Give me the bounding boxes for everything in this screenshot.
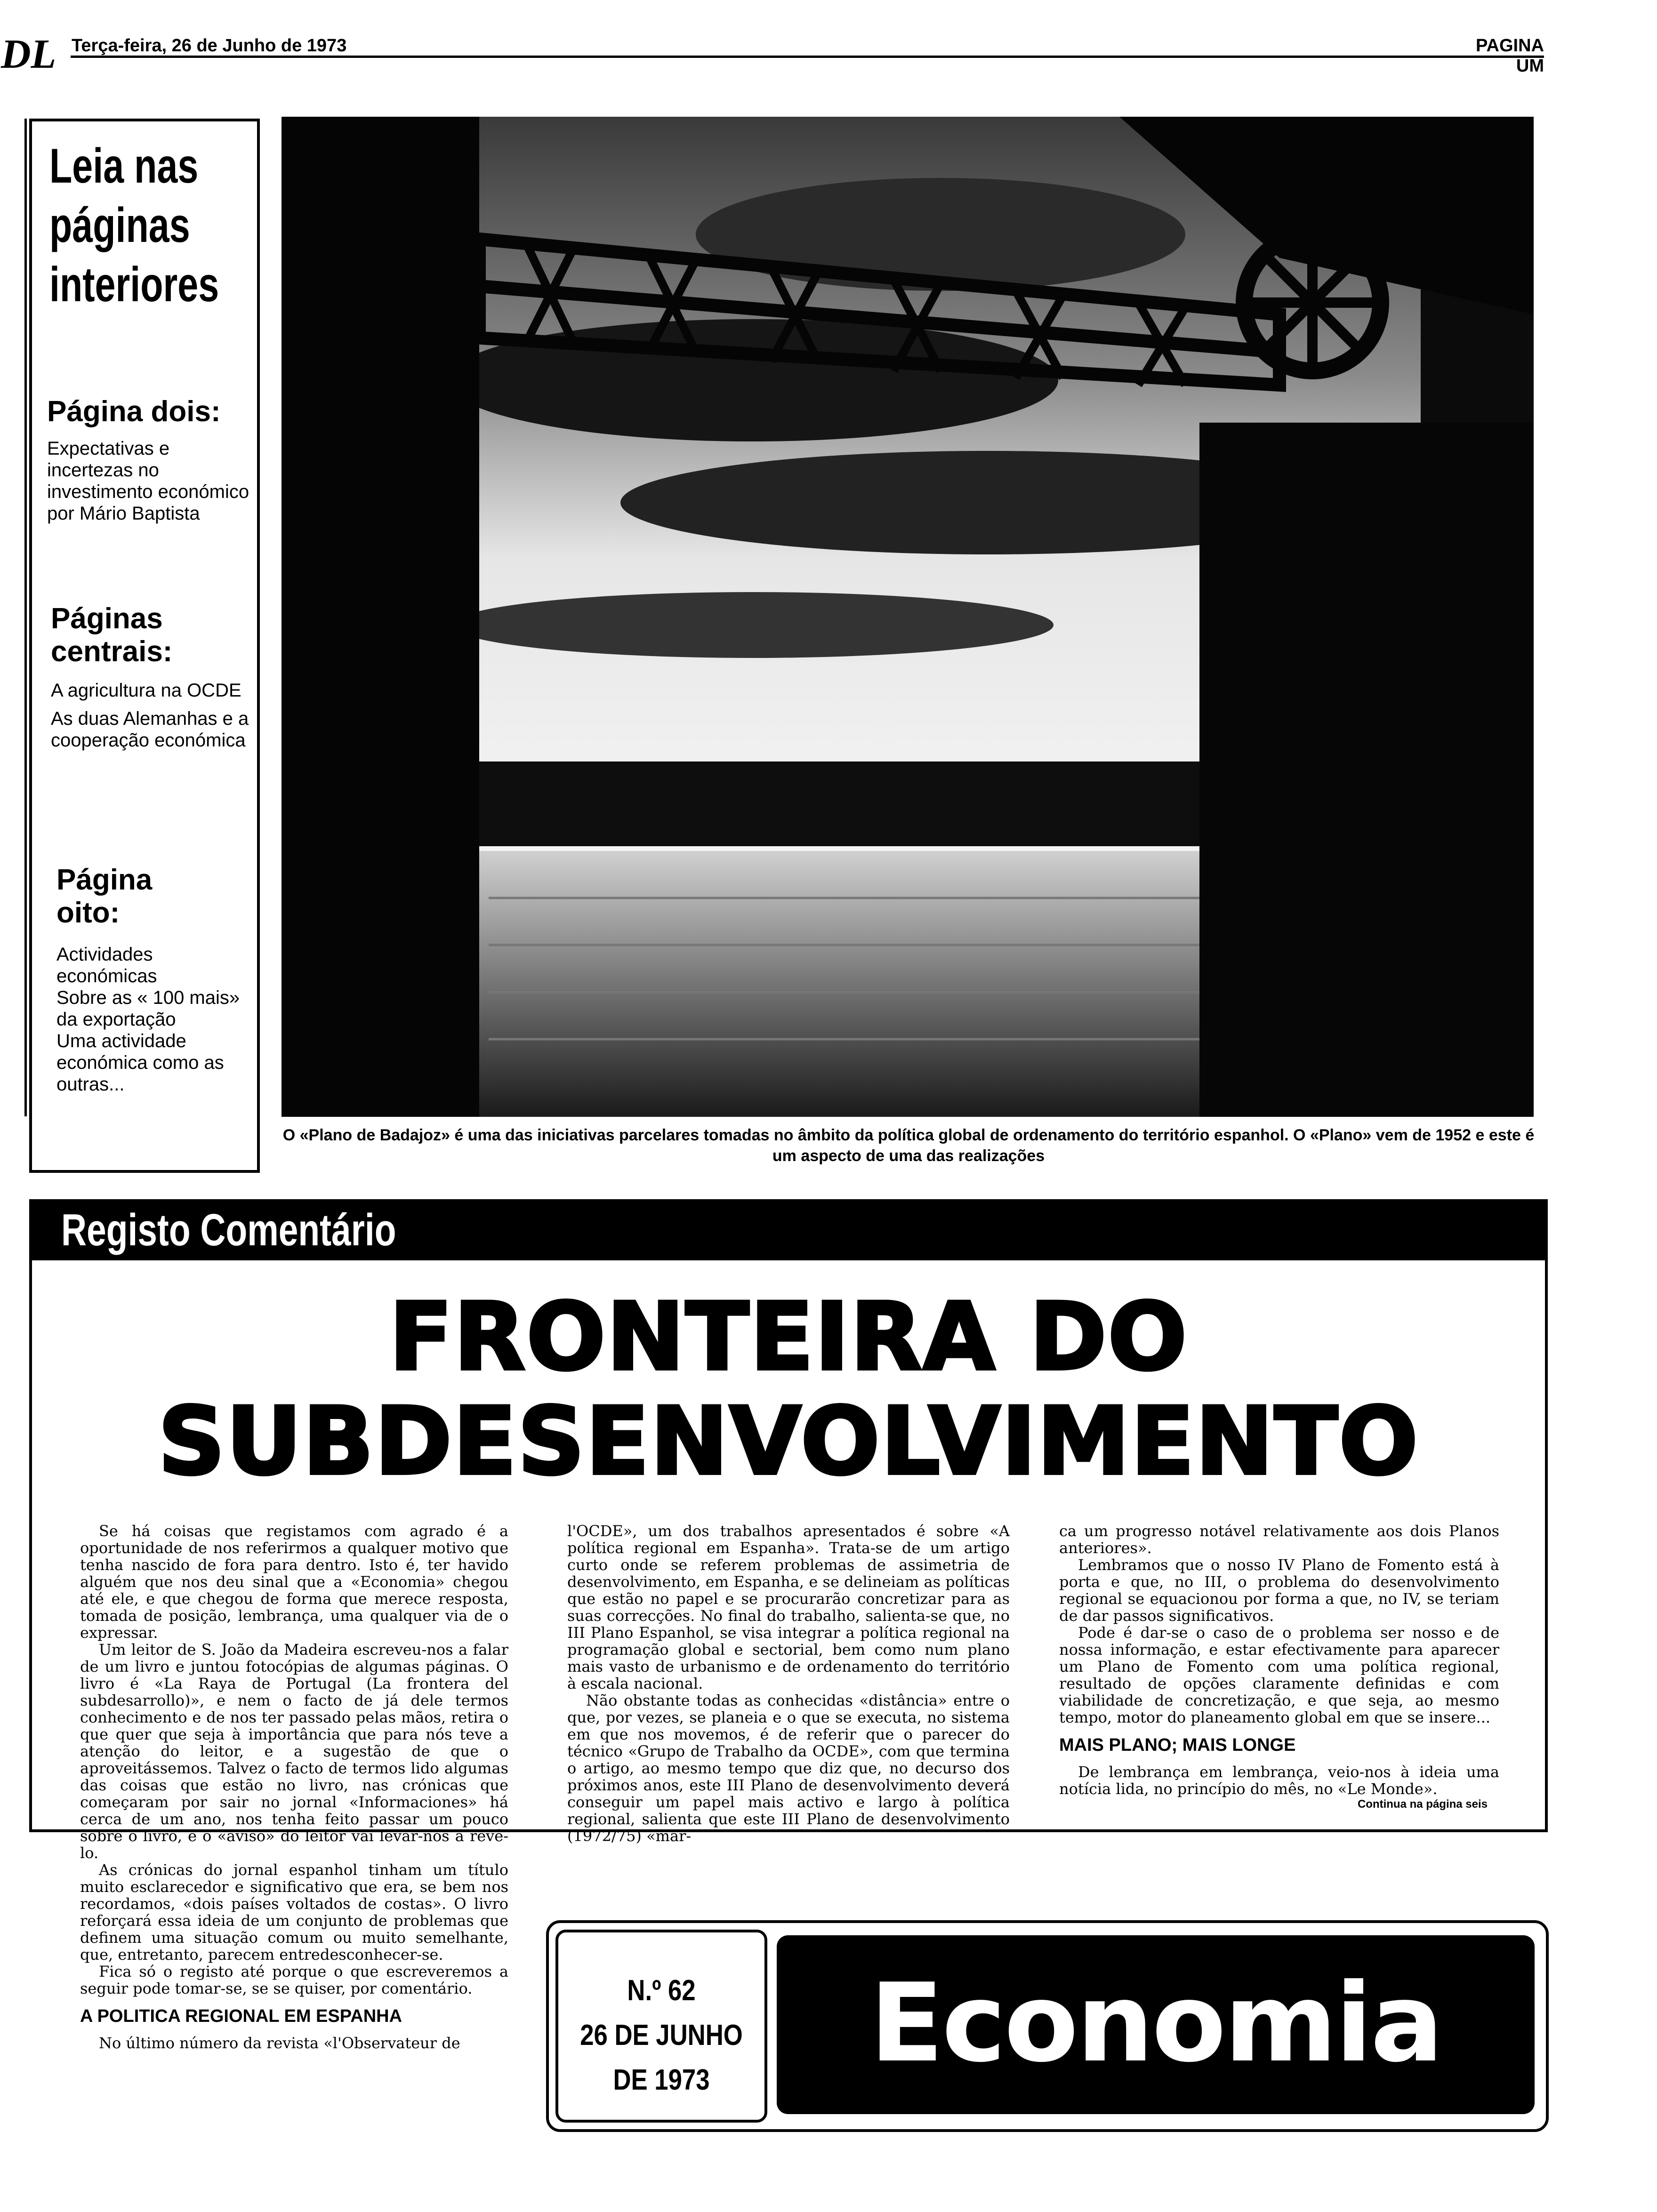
sidebar-section-heading: Página oito:: [56, 864, 153, 929]
sidebar-item: As duas Alemanhas e a cooperação económica: [51, 708, 249, 751]
issue-date-line-2: DE 1973: [613, 2064, 710, 2096]
paragraph: Lembramos que o nosso IV Plano de Fomento está à porta e que, no III, o problema do desenvolvimento regional se equacionou por forma a que, no IV, se teriam de dar passos significativos.: [1059, 1556, 1499, 1625]
paragraph: Pode é dar-se o caso de o problema ser nosso e de nossa informação, e estar efectivamente para aparecer um Plano de Fomento com uma política regional, resultado de opções claramente definidas e com viabilidade de concretização, e que seja, ao mesmo tempo, motor do planeamento global em que se insere...: [1059, 1624, 1499, 1726]
news-photo: [282, 117, 1534, 1117]
article-headline: FRONTEIRA DO SUBDESENVOLVIMENTO: [158, 1282, 1419, 1496]
paragraph: As crónicas do jornal espanhol tinham um título muito esclarecedor e significativo que era, se bem nos recordamos, «dois países voltados de costas». O livro reforçará essa ideia de um conjunto de problemas que definem uma situação comum ou muito semelhante, que, entretanto, parecem entredesconhecer-se.: [80, 1861, 508, 1964]
article-column-3: [1059, 1523, 1499, 1797]
sidebar-rule: [24, 119, 27, 1116]
paragraph: Um leitor de S. João da Madeira escreveu-nos a falar de um livro e juntou fotocópias de algumas páginas. O livro é «La Raya de Portugal (La frontera del subdesarrollo)», e nem o facto de já dele termos conhecimento e de nos ter passado pelas mãos, retira o que quer que seja à importância que para nós teve a atenção do leitor, e a sugestão de que o aproveitássemos. Talvez o facto de termos lido algumas das coisas que estão no livro, nas crónicas que começaram por sair no jornal «Informaciones» há cerca de um ano, nos tenha feito passar um pouco sobre o livro, e o «aviso» do leitor vai levar-nos a revê-lo.: [80, 1641, 508, 1862]
sidebar-item: Actividades económicas: [56, 944, 157, 986]
sidebar-item: Uma actividade económica como as outras...: [56, 1031, 224, 1095]
sidebar-section-page-two: [47, 395, 254, 524]
photo-caption: O «Plano de Badajoz» é uma das iniciativas parcelares tomadas no âmbito da política global de ordenamento do território espanhol. O «Plano» vem de 1952 e este é um aspecto de uma das realizações: [282, 1126, 1535, 1165]
bridge-photo-illustration: [282, 117, 1534, 1117]
sidebar-section-heading: Página dois:: [47, 395, 221, 428]
paragraph: No último número da revista «l'Observateur de: [99, 2034, 460, 2052]
sidebar-item: Expectativas e incertezas no investimento económico por Mário Baptista: [47, 438, 249, 524]
sidebar-title: Leia nas páginas interiores: [49, 139, 219, 312]
sidebar-item: Sobre as « 100 mais» da exportação: [56, 987, 240, 1030]
issue-number: N.º 62: [627, 1974, 696, 2007]
article-column-2: [567, 1523, 1010, 1844]
issue-date: Terça-feira, 26 de Junho de 1973: [72, 36, 347, 56]
paragraph: ca um progresso notável relativamente aos dois Planos anteriores».: [1059, 1522, 1499, 1557]
column-subheading: MAIS PLANO; MAIS LONGE: [1059, 1735, 1296, 1755]
paragraph: De lembrança em lembrança, veio-nos à ideia uma notícia lida, no princípio do mês, no «Le Monde».: [1059, 1763, 1499, 1798]
paragraph: l'OCDE», um dos trabalhos apresentados é sobre «A política regional em Espanha». Trata-se de um artigo curto onde se referem problemas de assimetria de desenvolvimento, em Espanha, e se delineiam as políticas que estão no papel e se procurarão concretizar para as suas correcções. No final do trabalho, salienta-se que, no III Plano Espanhol, se visa integrar a política regional na programação global e sectorial, bem como num plano mais vasto de urbanismo e de ordenamento do território à escala nacional.: [567, 1522, 1010, 1692]
article-column-1: [80, 1523, 508, 2052]
sidebar-section-page-eight: [56, 864, 254, 1095]
paragraph: Se há coisas que registamos com agrado é a oportunidade de nos referirmos a qualquer motivo que tenha nascido de fora para dentro. Isto é, ter havido alguém que nos deu sinal que a «Economia» chegou até ele, e que chegou de forma que merece resposta, tomada de posição, lembrança, uma qualquer via de o expressar.: [80, 1522, 508, 1642]
supplement-title: Economia: [869, 1961, 1442, 2086]
paragraph: Não obstante todas as conhecidas «distância» entre o que, por vezes, se planeia e o que se executa, no sistema em que nos movemos, é de referir que o parecer do técnico «Grupo de Trabalho da OCDE», com que termina o artigo, ao mesmo tempo que diz que, no decurso dos próximos anos, este III Plano de desenvolvimento deverá conseguir um papel mais activo e largo à política regional, salienta que este III Plano de desenvolvimento (1972/75) «mar-: [567, 1691, 1010, 1845]
paragraph: Fica só o registo até porque o que escreveremos a seguir pode tomar-se, se se quiser, por comentário.: [80, 1963, 508, 1997]
section-title: Registo Comentário: [61, 1205, 396, 1255]
newspaper-logo: DL: [1, 32, 56, 77]
header-rule: [71, 56, 1544, 58]
sidebar-section-heading: Páginas centrais:: [51, 602, 173, 668]
sidebar-item: A agricultura na OCDE: [51, 680, 241, 701]
sidebar-section-central-pages: [51, 602, 253, 751]
continued-note: Continua na página seis: [1357, 1798, 1488, 1811]
issue-date-line-1: 26 DE JUNHO: [580, 2019, 743, 2052]
column-subheading: A POLITICA REGIONAL EM ESPANHA: [80, 2006, 402, 2026]
page-label: PAGINA UM: [1476, 36, 1544, 76]
